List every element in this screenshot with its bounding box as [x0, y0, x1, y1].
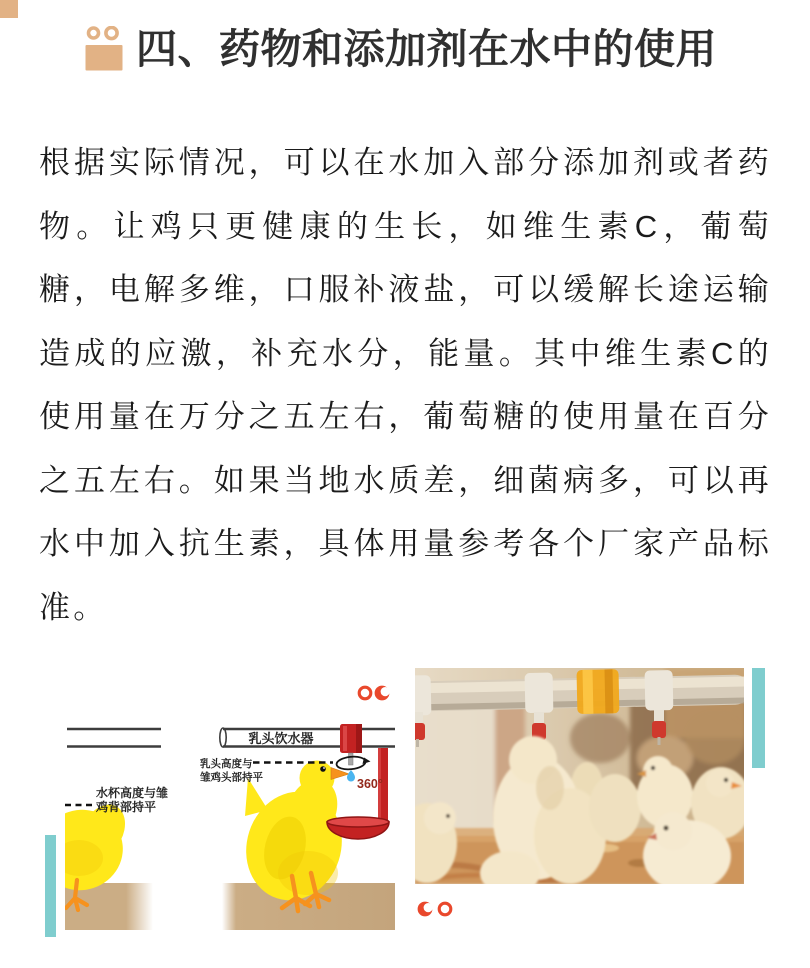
page-title: 四、药物和添加剂在水中的使用	[136, 26, 717, 72]
carousel-dots-bottom	[417, 901, 453, 917]
diagram-label-cup-height-2: 鸡背部持平	[96, 800, 157, 814]
body-text: 根据实际情况，可以在水加入部分添加剂或者药物。让鸡只更健康的生长，如维生素C，葡萄糖，电解多维，口服补液盐，可以缓解长途运输造成的应激，补充水分，能量。其中维生素C的使用量在万分之五左右，葡萄糖的使用量在百分之五左右。如果当地水质差，细菌病多，可以再水中加入抗生素，具体用量参考各个厂家产品标准。	[39, 145, 772, 625]
section-header	[85, 26, 717, 72]
carousel-dot-half-icon[interactable]	[417, 901, 433, 917]
diagram-ground	[65, 883, 395, 930]
diagram-label-cup-height-1: 水杯高度与雏	[96, 786, 169, 800]
diagram-nipple-drinker	[65, 718, 395, 935]
carousel-dots-top	[357, 685, 390, 701]
teal-accent-left	[45, 835, 56, 937]
diagram-label-nipple-drinker: 乳头饮水器	[248, 731, 314, 746]
diagram-label-360: 360°	[357, 777, 383, 791]
diagram-label-nipple-height-1: 乳头高度与	[200, 758, 253, 770]
corner-accent-square	[0, 0, 18, 18]
diagram-pipe-left	[67, 729, 161, 747]
carousel-dot-outline-icon[interactable]	[357, 685, 373, 701]
teal-accent-right	[752, 668, 765, 768]
photo-chicks-drinker-line	[415, 668, 744, 884]
carousel-dot-outline-icon[interactable]	[437, 901, 453, 917]
carousel-dot-half-icon[interactable]	[374, 685, 390, 701]
diagram-label-nipple-height-2: 雏鸡头部持平	[200, 771, 263, 784]
projector-icon	[85, 26, 123, 72]
